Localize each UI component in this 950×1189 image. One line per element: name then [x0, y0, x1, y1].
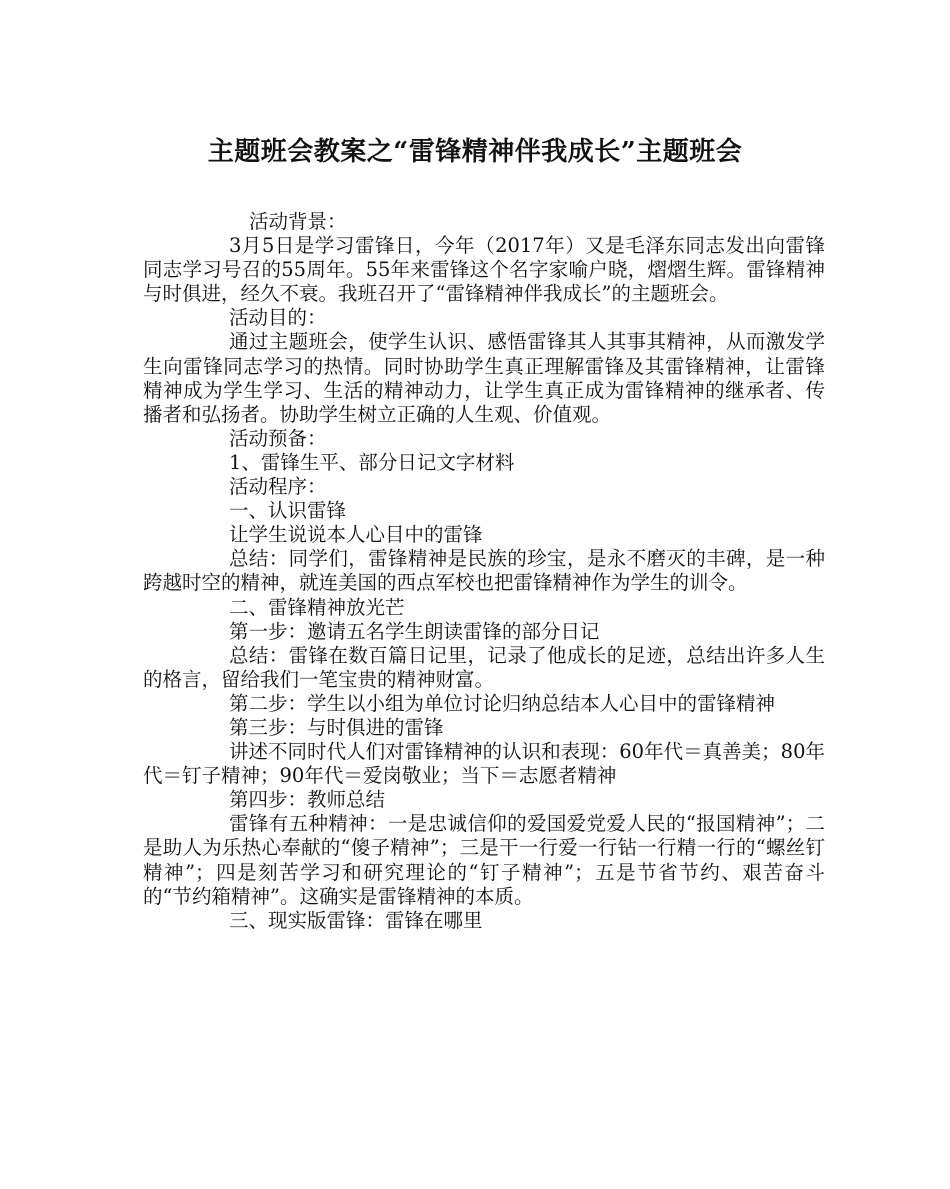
paragraph-preparation-item: 1、雷锋生平、部分日记文字材料 — [229, 450, 515, 474]
paragraph-section-one-task: 让学生说说本人心目中的雷锋 — [229, 523, 483, 547]
paragraph-step-four-text: 雷锋有五种精神：一是忠诚信仰的爱国爱党爱人民的“报国精神”；二是助人为乐热心奉献的“傻子精神”；三是干一行爱一行钻一行精一行的“螺丝钉精神”；四是刻苦学习和研究理论的“钉子精神”；五是节省节约、艰苦奋斗的“节约箱精神”。这确实是雷锋精神的本质。 — [143, 812, 825, 908]
paragraph-section-two: 二、雷锋精神放光芒 — [229, 595, 405, 619]
paragraph-preparation-heading: 活动预备： — [229, 426, 327, 450]
paragraph-purpose-heading: 活动目的： — [229, 306, 327, 330]
paragraph-section-one-summary: 总结：同学们，雷锋精神是民族的珍宝，是永不磨灭的丰碑，是一种跨越时空的精神，就连美国的西点军校也把雷锋精神作为学生的训令。 — [143, 547, 825, 595]
document-body — [143, 210, 825, 933]
paragraph-step-four: 第四步：教师总结 — [229, 788, 386, 812]
paragraph-section-one: 一、认识雷锋 — [229, 499, 347, 523]
paragraph-background-text: 3月5日是学习雷锋日，今年（2017年）又是毛泽东同志发出向雷锋同志学习号召的55周年。55年来雷锋这个名字家喻户晓，熠熠生辉。雷锋精神与时俱进，经久不衰。我班召开了“雷锋精神伴我成长”的主题班会。 — [143, 234, 825, 306]
paragraph-background-heading: 活动背景： — [249, 210, 347, 233]
paragraph-procedure-heading: 活动程序： — [229, 475, 327, 499]
paragraph-purpose-text: 通过主题班会，使学生认识、感悟雷锋其人其事其精神，从而激发学生向雷锋同志学习的热情。同时协助学生真正理解雷锋及其雷锋精神，让雷锋精神成为学生学习、生活的精神动力，让学生真正成为雷锋精神的继承者、传播者和弘扬者。协助学生树立正确的人生观、价值观。 — [143, 330, 825, 426]
paragraph-step-three: 第三步：与时俱进的雷锋 — [229, 715, 444, 739]
paragraph-step-two: 第二步：学生以小组为单位讨论归纳总结本人心目中的雷锋精神 — [229, 691, 776, 715]
document-title: 主题班会教案之“雷锋精神伴我成长”主题班会 — [207, 137, 743, 167]
paragraph-section-three: 三、现实版雷锋：雷锋在哪里 — [229, 908, 483, 932]
paragraph-step-three-text: 讲述不同时代人们对雷锋精神的认识和表现：60年代＝真善美；80年代＝钉子精神；90年代＝爱岗敬业；当下＝志愿者精神 — [143, 740, 825, 788]
paragraph-step-one: 第一步：邀请五名学生朗读雷锋的部分日记 — [229, 619, 600, 643]
paragraph-step-one-summary: 总结：雷锋在数百篇日记里，记录了他成长的足迹，总结出许多人生的格言，留给我们一笔宝贵的精神财富。 — [143, 643, 825, 691]
